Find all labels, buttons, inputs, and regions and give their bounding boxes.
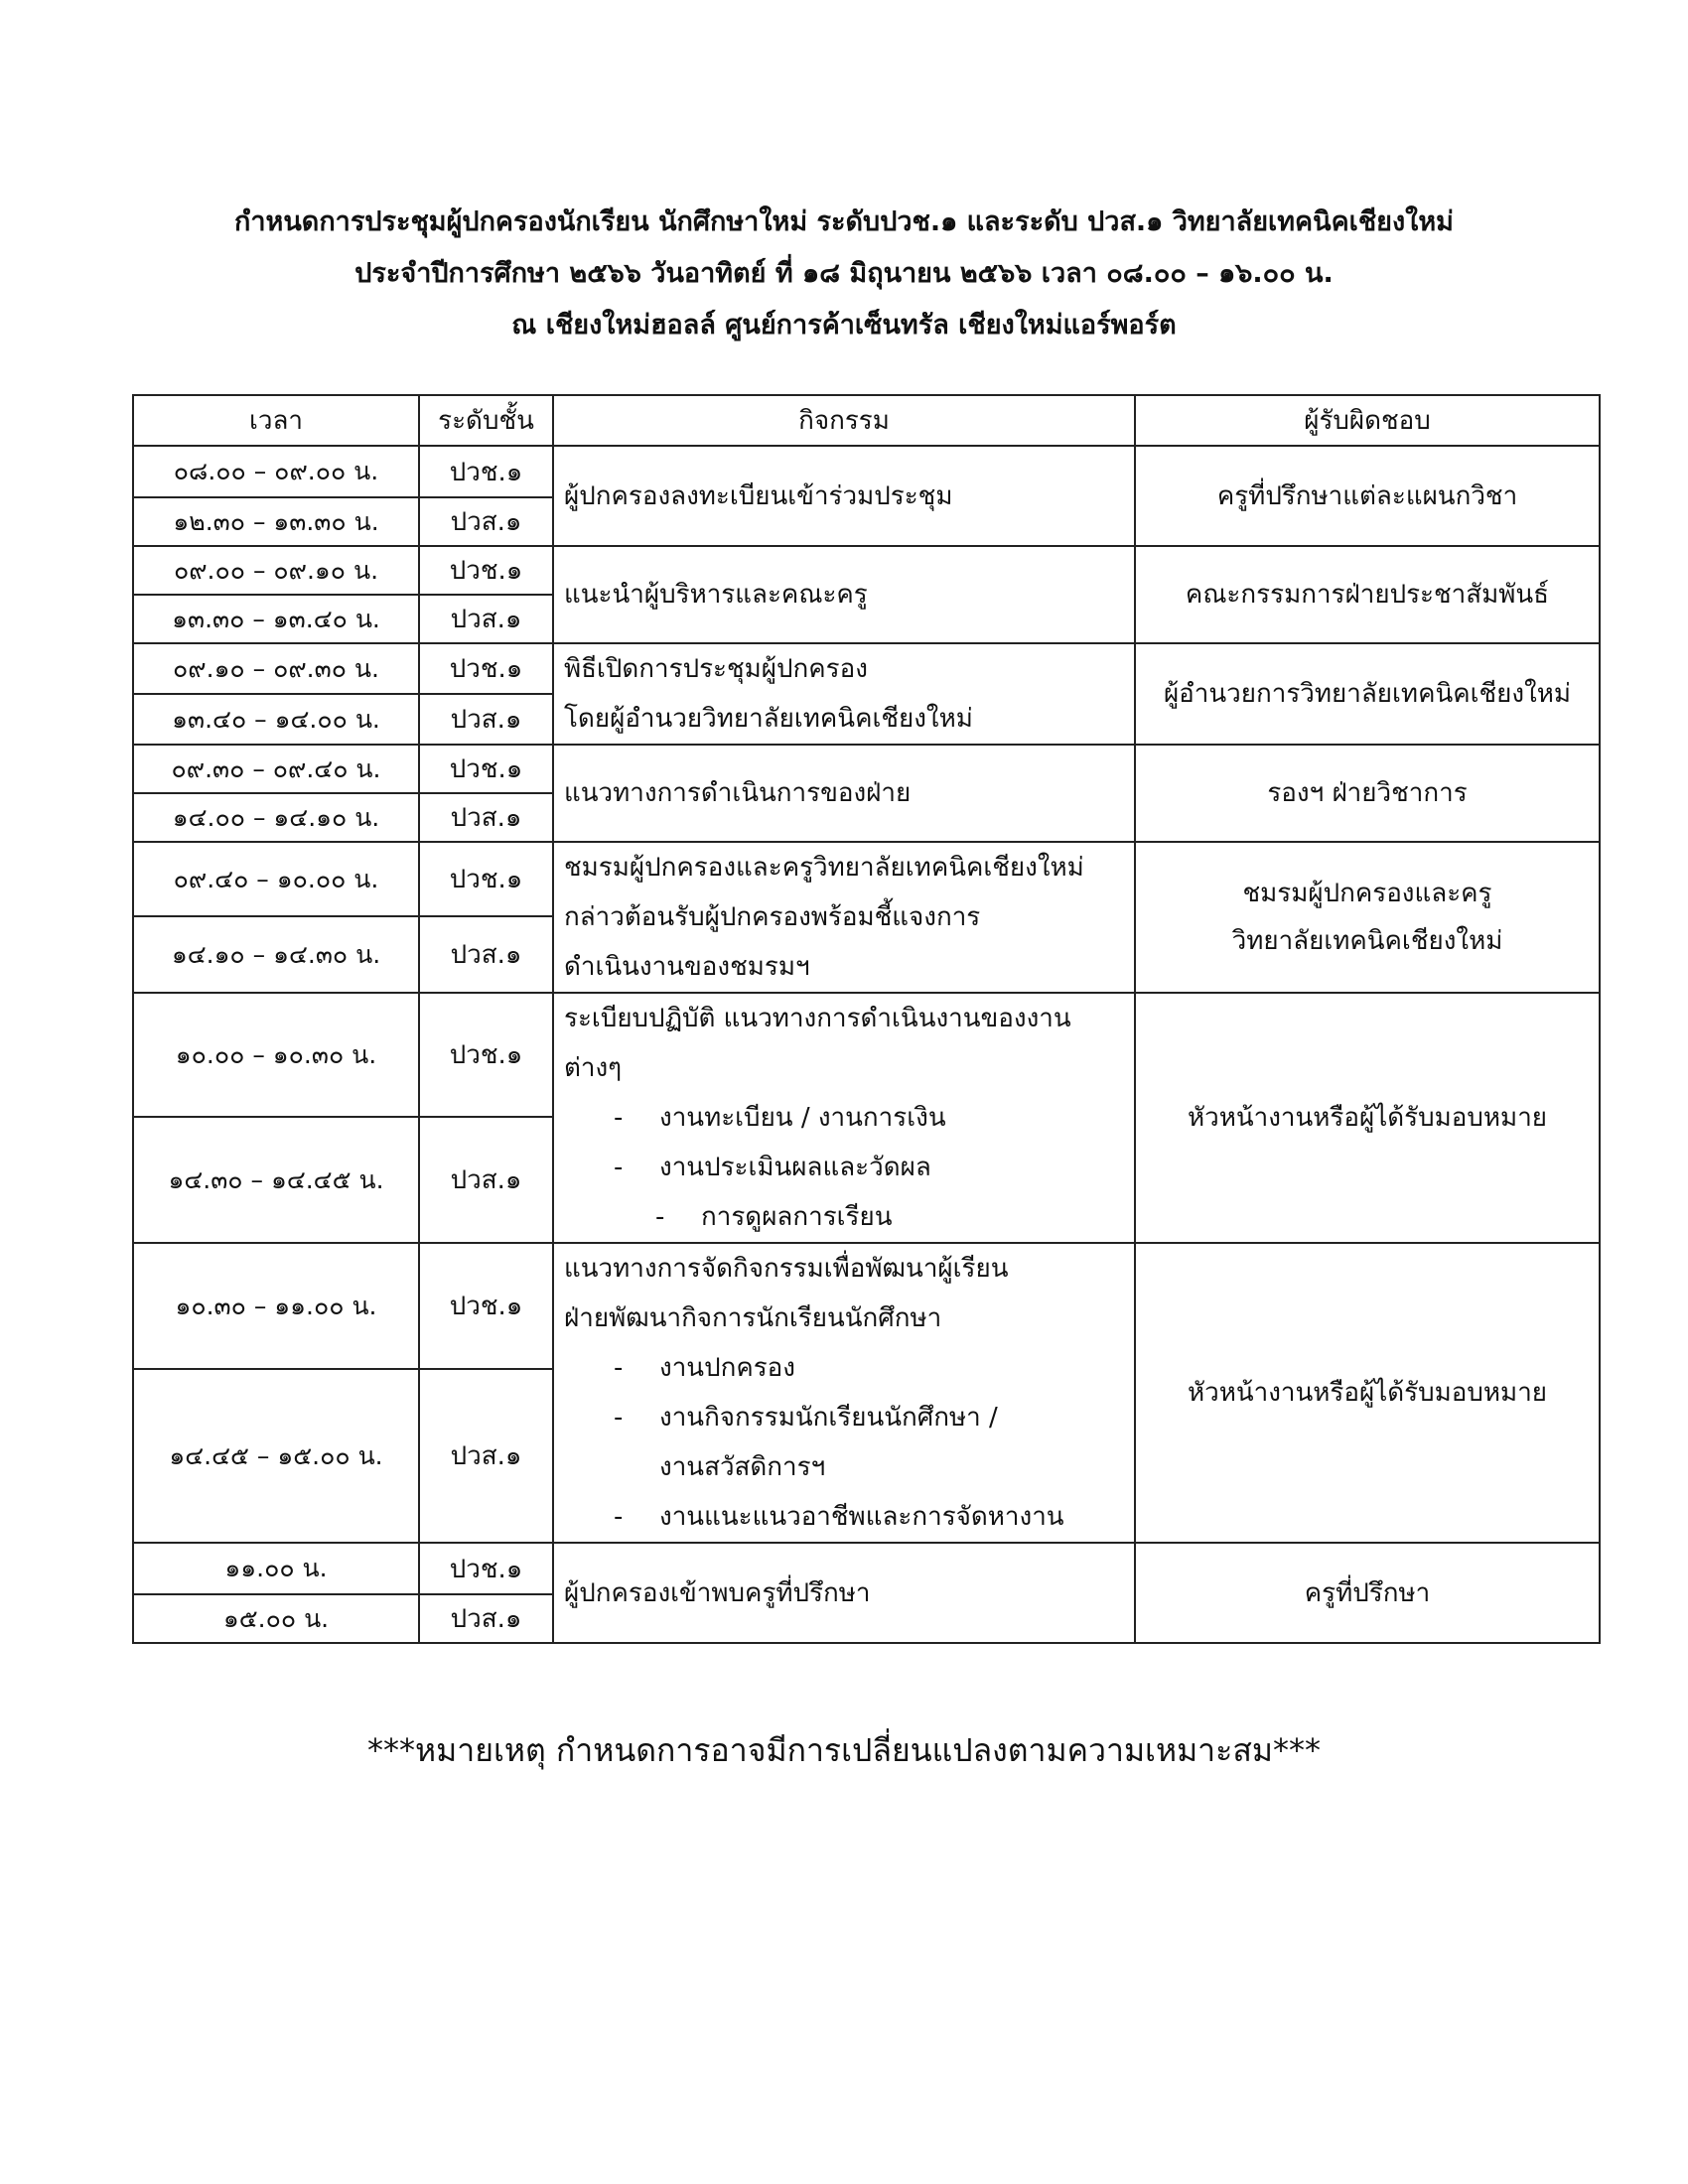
activity-cell [553, 446, 1135, 546]
table-header-row [133, 395, 1600, 446]
level-cell: ปวช.๑ [419, 993, 553, 1117]
time-cell: ๑๔.๑๐ – ๑๔.๓๐ น. [133, 916, 419, 993]
time-cell: ๑๔.๐๐ – ๑๔.๑๐ น. [133, 793, 419, 842]
activity-cell [553, 1243, 1135, 1543]
time-cell: ๐๙.๑๐ – ๐๙.๓๐ น. [133, 643, 419, 694]
activity-cell [553, 546, 1135, 643]
responsible-line: ครูที่ปรึกษา [1304, 1577, 1431, 1608]
level-cell: ปวช.๑ [419, 1243, 553, 1369]
activity-cell [553, 745, 1135, 842]
list-item-text: งานประเมินผลและวัดผล [659, 1153, 931, 1182]
activity-line: ชมรมผู้ปกครองและครูวิทยาลัยเทคนิคเชียงใหม่ [564, 853, 1084, 883]
table-row [133, 446, 1600, 497]
level-cell: ปวส.๑ [419, 595, 553, 643]
table-row [133, 842, 1600, 916]
activity-line: โดยผู้อำนวยวิทยาลัยเทคนิคเชียงใหม่ [564, 704, 973, 734]
header-activity: กิจกรรม [553, 395, 1135, 446]
title-line-2: ประจำปีการศึกษา ๒๕๖๖ วันอาทิตย์ ที่ ๑๘ มิถุนายน ๒๕๖๖ เวลา ๐๘.๐๐ – ๑๖.๐๐ น. [354, 258, 1334, 289]
activity-list-item [564, 1393, 1124, 1442]
activity-line: พิธีเปิดการประชุมผู้ปกครอง [564, 654, 868, 684]
activity-cell [553, 643, 1135, 745]
list-item-text: การดูผลการเรียน [701, 1202, 893, 1232]
time-cell: ๑๔.๓๐ – ๑๔.๔๕ น. [133, 1117, 419, 1243]
responsible-cell [1135, 745, 1600, 842]
responsible-line: ผู้อำนวยการวิทยาลัยเทคนิคเชียงใหม่ [1163, 679, 1572, 709]
level-cell: ปวส.๑ [419, 1117, 553, 1243]
responsible-cell [1135, 1543, 1600, 1643]
responsible-line: รองฯ ฝ่ายวิชาการ [1267, 778, 1468, 808]
level-cell: ปวช.๑ [419, 643, 553, 694]
list-dash: - [614, 1502, 624, 1532]
level-cell: ปวช.๑ [419, 842, 553, 916]
time-cell: ๐๙.๐๐ – ๐๙.๑๐ น. [133, 546, 419, 595]
responsible-line: ชมรมผู้ปกครองและครู [1242, 879, 1492, 908]
footnote: ***หมายเหตุ กำหนดการอาจมีการเปลี่ยนแปลงตามความเหมาะสม*** [367, 1731, 1321, 1769]
time-cell: ๑๑.๐๐ น. [133, 1543, 419, 1594]
activity-line: ต่างๆ [564, 1053, 623, 1083]
activity-line: ระเบียบปฏิบัติ แนวทางการดำเนินงานของงาน [564, 1004, 1071, 1033]
activity-line: แนวทางการจัดกิจกรรมเพื่อพัฒนาผู้เรียน [564, 1254, 1009, 1284]
responsible-cell [1135, 546, 1600, 643]
responsible-cell [1135, 1243, 1600, 1543]
list-dash: - [614, 1103, 624, 1133]
responsible-line: คณะกรรมการฝ่ายประชาสัมพันธ์ [1185, 580, 1550, 610]
list-dash: - [614, 1403, 624, 1433]
responsible-line: หัวหน้างานหรือผู้ได้รับมอบหมาย [1187, 1378, 1548, 1408]
level-cell: ปวส.๑ [419, 1369, 553, 1543]
activity-line: แนวทางการดำเนินการของฝ่าย [564, 778, 912, 808]
activity-line: ดำเนินงานของชมรมฯ [564, 952, 810, 982]
time-cell: ๐๙.๓๐ – ๐๙.๔๐ น. [133, 745, 419, 793]
header-time: เวลา [133, 395, 419, 446]
time-cell: ๑๓.๔๐ – ๑๔.๐๐ น. [133, 694, 419, 745]
schedule-body [133, 446, 1600, 1643]
activity-line: ผู้ปกครองเข้าพบครูที่ปรึกษา [564, 1577, 871, 1608]
level-cell: ปวส.๑ [419, 694, 553, 745]
list-item-text: งานปกครอง [659, 1353, 795, 1383]
activity-line: แนะนำผู้บริหารและคณะครู [564, 580, 868, 610]
activity-cell [553, 1543, 1135, 1643]
title-line-3: ณ เชียงใหม่ฮอลล์ ศูนย์การค้าเซ็นทรัล เชียงใหม่แอร์พอร์ต [511, 310, 1177, 341]
responsible-line: ครูที่ปรึกษาแต่ละแผนกวิชา [1216, 480, 1518, 511]
activity-list-item [564, 1492, 1124, 1542]
responsible-cell [1135, 993, 1600, 1243]
level-cell: ปวส.๑ [419, 793, 553, 842]
time-cell: ๐๘.๐๐ – ๐๙.๐๐ น. [133, 446, 419, 497]
list-dash: - [614, 1353, 624, 1383]
activity-list-item [564, 1093, 1124, 1143]
activity-list-item [564, 1343, 1124, 1393]
activity-cell [553, 842, 1135, 993]
level-cell: ปวช.๑ [419, 745, 553, 793]
activity-line: กล่าวต้อนรับผู้ปกครองพร้อมชี้แจงการ [564, 902, 981, 932]
list-dash: - [655, 1202, 665, 1232]
time-cell: ๑๐.๐๐ – ๑๐.๓๐ น. [133, 993, 419, 1117]
list-item-text: งานแนะแนวอาชีพและการจัดหางาน [659, 1502, 1064, 1532]
table-row [133, 1243, 1600, 1369]
list-item-text: งานทะเบียน / งานการเงิน [659, 1103, 946, 1133]
level-cell: ปวส.๑ [419, 1594, 553, 1643]
table-row [133, 745, 1600, 793]
list-item-text: งานกิจกรรมนักเรียนนักศึกษา / [659, 1403, 998, 1433]
responsible-cell [1135, 643, 1600, 745]
time-cell: ๐๙.๔๐ – ๑๐.๐๐ น. [133, 842, 419, 916]
activity-line: ฝ่ายพัฒนากิจการนักเรียนนักศึกษา [564, 1303, 942, 1333]
responsible-cell [1135, 446, 1600, 546]
responsible-line: วิทยาลัยเทคนิคเชียงใหม่ [1231, 926, 1503, 956]
time-cell: ๑๒.๓๐ – ๑๓.๓๐ น. [133, 497, 419, 546]
responsible-cell [1135, 842, 1600, 993]
level-cell: ปวช.๑ [419, 1543, 553, 1594]
responsible-line: หัวหน้างานหรือผู้ได้รับมอบหมาย [1187, 1103, 1548, 1133]
time-cell: ๑๓.๓๐ – ๑๓.๔๐ น. [133, 595, 419, 643]
schedule-table [132, 394, 1601, 1644]
activity-list-item [564, 1192, 1124, 1242]
header-responsible: ผู้รับผิดชอบ [1135, 395, 1600, 446]
document-header [0, 197, 1688, 351]
table-row [133, 643, 1600, 694]
table-row [133, 1543, 1600, 1594]
table-row [133, 546, 1600, 595]
activity-cell [553, 993, 1135, 1243]
table-row [133, 993, 1600, 1117]
time-cell: ๑๕.๐๐ น. [133, 1594, 419, 1643]
level-cell: ปวส.๑ [419, 916, 553, 993]
list-dash: - [614, 1153, 624, 1182]
time-cell: ๑๔.๔๕ – ๑๕.๐๐ น. [133, 1369, 419, 1543]
time-cell: ๑๐.๓๐ – ๑๑.๐๐ น. [133, 1243, 419, 1369]
level-cell: ปวส.๑ [419, 497, 553, 546]
title-line-1: กำหนดการประชุมผู้ปกครองนักเรียน นักศึกษาใหม่ ระดับปวช.๑ และระดับ ปวส.๑ วิทยาลัยเทคนิคเชียงใหม่ [234, 206, 1454, 237]
level-cell: ปวช.๑ [419, 546, 553, 595]
header-level: ระดับชั้น [419, 395, 553, 446]
activity-list-item [564, 1442, 1124, 1492]
list-item-text: งานสวัสดิการฯ [659, 1452, 826, 1482]
level-cell: ปวช.๑ [419, 446, 553, 497]
activity-line: ผู้ปกครองลงทะเบียนเข้าร่วมประชุม [564, 480, 953, 511]
activity-list-item [564, 1143, 1124, 1192]
